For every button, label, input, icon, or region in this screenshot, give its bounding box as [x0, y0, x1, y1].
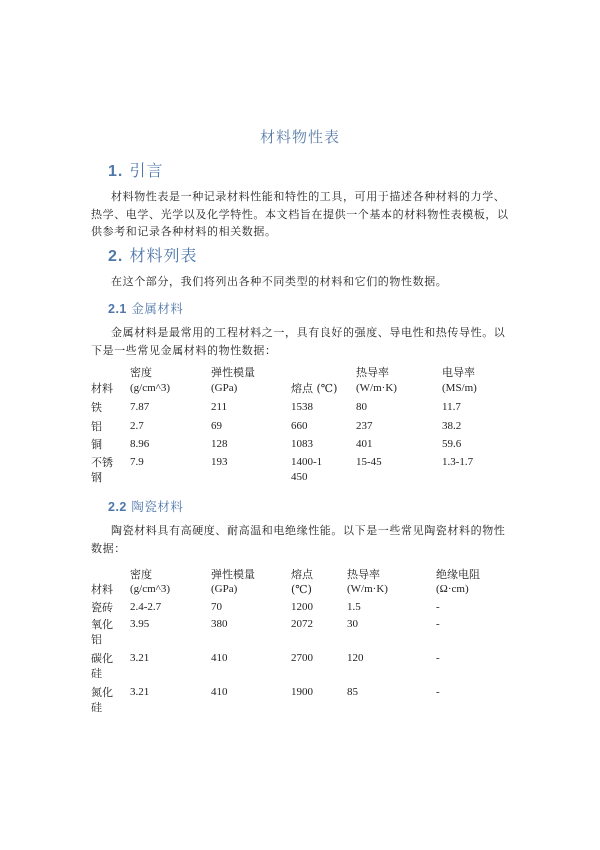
ceramics-cell: -: [436, 686, 440, 698]
ceramics-cell: 70: [211, 601, 222, 613]
metals-header-modulus-unit: (GPa): [211, 382, 238, 394]
ceramics-header-material: 材料: [91, 583, 113, 596]
ceramics-cell: 30: [347, 618, 358, 630]
heading-intro-number: 1.: [108, 163, 124, 180]
metals-cell: 128: [211, 438, 228, 450]
ceramics-cell: 410: [211, 652, 228, 664]
metals-header-modulus-label: 弹性模量: [211, 366, 255, 379]
ceramics-cell-material: 氧化铝: [91, 618, 113, 646]
ceramics-header-thermal-label: 热导率: [347, 568, 380, 581]
metals-cell: 193: [211, 456, 228, 468]
metals-cell: 211: [211, 401, 228, 413]
metals-cell: 1538: [291, 401, 313, 413]
metals-cell: 1.3-1.7: [442, 456, 474, 468]
ceramics-cell: 120: [347, 652, 364, 664]
ceramics-cell: 3.21: [130, 652, 150, 664]
metals-cell: 237: [356, 420, 373, 432]
ceramics-header-melting-label: 熔点: [291, 568, 313, 581]
ceramics-cell: 2.4-2.7: [130, 601, 162, 613]
ceramics-cell-material: 碳化硅: [91, 652, 113, 680]
ceramics-paragraph: 陶瓷材料具有高硬度、耐高温和电绝缘性能。以下是一些常见陶瓷材料的物性数据：: [91, 524, 506, 555]
ceramics-cell: -: [436, 618, 440, 630]
ceramics-cell: -: [436, 652, 440, 664]
ceramics-cell-material: 氮化硅: [91, 686, 113, 714]
metals-cell: 1400-1450: [291, 456, 323, 483]
ceramics-cell: -: [436, 601, 440, 613]
metals-header-density-label: 密度: [130, 366, 152, 379]
ceramics-header-density-label: 密度: [130, 568, 152, 581]
metals-cell-material: 铁: [91, 401, 102, 414]
ceramics-header-modulus-label: 弹性模量: [211, 568, 255, 581]
metals-cell: 80: [356, 401, 367, 413]
ceramics-cell: 1900: [291, 686, 313, 698]
metals-cell-material: 铝: [91, 420, 102, 433]
ceramics-cell: 410: [211, 686, 228, 698]
metals-paragraph: 金属材料是最常用的工程材料之一，具有良好的强度、导电性和热传导性。以下是一些常见金属材料的物性数据：: [91, 326, 506, 357]
ceramics-cell: 2072: [291, 618, 313, 630]
ceramics-cell: 380: [211, 618, 228, 630]
heading-list-number: 2.: [108, 248, 124, 265]
metals-header-melting: 熔点 (℃): [291, 382, 338, 395]
heading-metals-number: 2.1: [108, 302, 127, 316]
ceramics-header-density-unit: (g/cm^3): [130, 583, 170, 595]
ceramics-cell-material: 瓷砖: [91, 601, 113, 614]
metals-header-material: 材料: [91, 382, 113, 395]
document-title: 材料物性表: [259, 128, 340, 146]
metals-cell: 660: [291, 420, 308, 432]
metals-cell: 8.96: [130, 438, 150, 450]
metals-cell: 38.2: [442, 420, 462, 432]
metals-header-thermal-unit: (W/m·K): [356, 382, 397, 394]
heading-list-text: 材料列表: [129, 246, 198, 265]
ceramics-cell: 85: [347, 686, 358, 698]
metals-header-elec-unit: (MS/m): [442, 382, 477, 394]
ceramics-cell: 1.5: [347, 601, 361, 613]
heading-intro: [108, 158, 163, 181]
metals-cell-material: 铜: [91, 438, 102, 451]
metals-cell: 69: [211, 420, 222, 432]
ceramics-header-thermal-unit: (W/m·K): [347, 583, 388, 595]
ceramics-cell: 1200: [291, 601, 313, 613]
heading-material-list: [108, 243, 197, 266]
ceramics-header-resist-unit: (Ω·cm): [436, 583, 469, 595]
heading-intro-text: 引言: [129, 161, 164, 180]
metals-cell: 2.7: [130, 420, 144, 432]
ceramics-cell: 2700: [291, 652, 313, 664]
heading-ceramics-text: 陶瓷材料: [131, 499, 184, 514]
metals-header-density-unit: (g/cm^3): [130, 382, 170, 394]
metals-cell: 1083: [291, 438, 313, 450]
metals-cell: 59.6: [442, 438, 462, 450]
metals-cell: 11.7: [442, 401, 461, 413]
metals-cell-material: 不锈钢: [91, 456, 113, 484]
list-paragraph: 在这个部分，我们将列出各种不同类型的材料和它们的物性数据。: [111, 275, 448, 288]
intro-paragraph: 材料物性表是一种记录材料性能和特性的工具，可用于描述各种材料的力学、热学、电学、光学以及化学特性。本文档旨在提供一个基本的材料物性表模板，以供参考和记录各种材料的相关数据。: [91, 190, 509, 238]
heading-metals-text: 金属材料: [131, 301, 184, 316]
metals-cell: 7.9: [130, 456, 144, 468]
ceramics-header-resist-label: 绝缘电阻: [436, 568, 480, 581]
metals-header-elec-label: 电导率: [442, 366, 475, 379]
metals-cell: 401: [356, 438, 373, 450]
metals-header-thermal-label: 热导率: [356, 366, 389, 379]
ceramics-cell: 3.21: [130, 686, 150, 698]
heading-ceramics: [108, 497, 183, 515]
heading-ceramics-number: 2.2: [108, 500, 127, 514]
ceramics-header-melting-unit: (℃): [291, 583, 312, 596]
ceramics-cell: 3.95: [130, 618, 150, 630]
metals-cell: 15-45: [356, 456, 382, 468]
heading-metals: [108, 299, 183, 317]
ceramics-header-modulus-unit: (GPa): [211, 583, 238, 595]
metals-cell: 7.87: [130, 401, 150, 413]
